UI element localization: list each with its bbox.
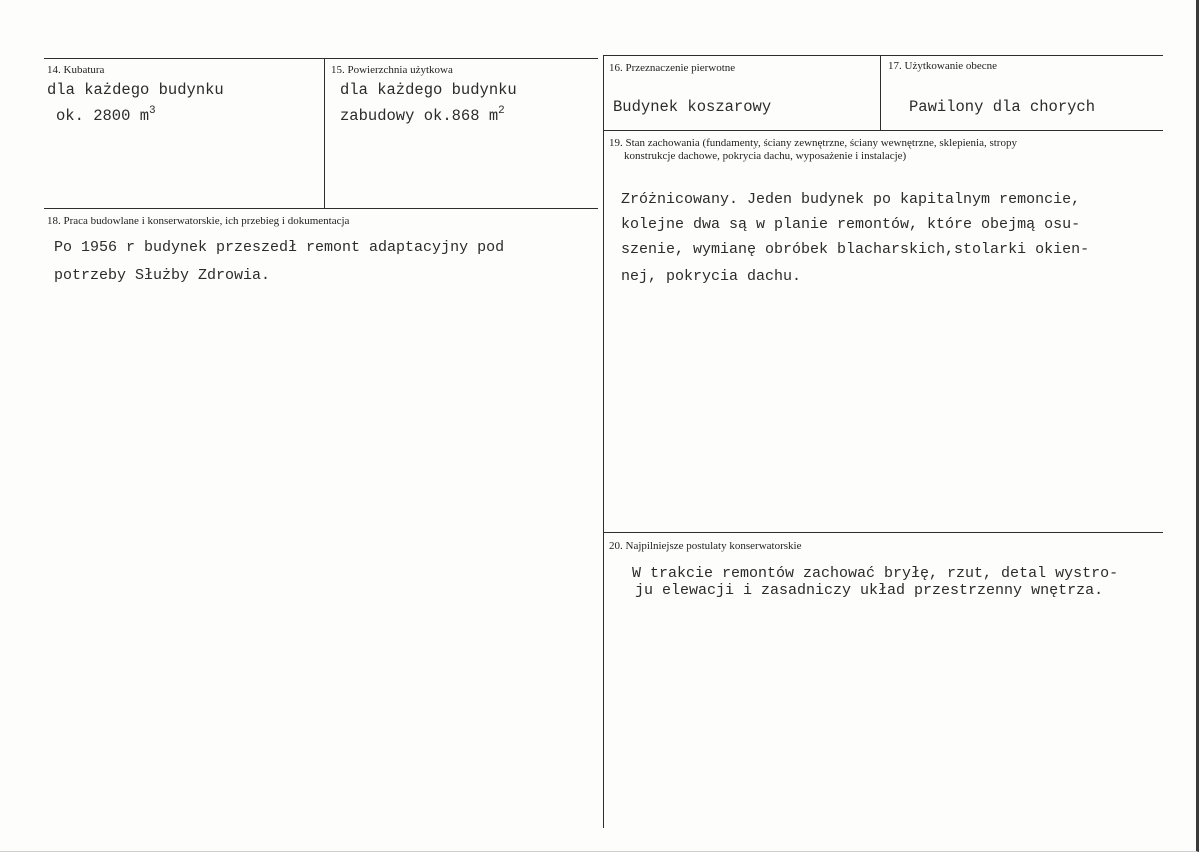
field-14-volume: ok. 2800 m — [56, 107, 150, 125]
top-rule-right — [603, 55, 1163, 56]
rule-above-20 — [603, 532, 1163, 533]
field-15-label: 15. Powierzchnia użytkowa — [331, 64, 453, 76]
field-20-label: 20. Najpilniejsze postulaty konserwatorskie — [609, 540, 802, 552]
rule-under-16-17 — [603, 130, 1163, 131]
field-19-value-line4: nej, pokrycia dachu. — [621, 268, 802, 285]
field-15-value-line1: dla każdego budynku — [340, 81, 517, 99]
field-14-value-line1: dla każdego budynku — [47, 81, 224, 99]
field-19-label-line1: 19. Stan zachowania (fundamenty, ściany zewnętrzne, ściany wewnętrzne, sklepienia, stropy — [609, 137, 1017, 149]
field-14-unit-exponent: 3 — [149, 105, 156, 117]
field-16-value: Budynek koszarowy — [613, 98, 772, 116]
field-18-value-line2: potrzeby Służby Zdrowia. — [54, 267, 271, 284]
field-16-label: 16. Przeznaczenie pierwotne — [609, 62, 736, 74]
field-19-value-line1: Zróżnicowany. Jeden budynek po kapitalnym remoncie, — [621, 191, 1081, 208]
field-19-value-line2: kolejne dwa są w planie remontów, które obejmą osu- — [621, 216, 1081, 233]
field-14-value-line2 — [56, 106, 156, 127]
field-19-value-line3: szenie, wymianę obróbek blacharskich,stolarki okien- — [621, 241, 1090, 258]
center-divider — [603, 55, 604, 828]
field-17-value: Pawilony dla chorych — [909, 98, 1096, 116]
field-18-label: 18. Praca budowlane i konserwatorskie, ich przebieg i dokumentacja — [47, 215, 350, 227]
field-14-label: 14. Kubatura — [47, 64, 105, 76]
field-20-value-line2: ju elewacji i zasadniczy układ przestrzenny wnętrza. — [635, 582, 1104, 599]
field-18-value-line1: Po 1956 r budynek przeszedł remont adaptacyjny pod — [54, 239, 505, 256]
divider-14-15 — [324, 58, 325, 208]
field-15-unit-exponent: 2 — [498, 105, 505, 117]
field-20-value-line1: W trakcie remontów zachować bryłę, rzut, detal wystro- — [632, 565, 1119, 582]
rule-under-14-15 — [44, 208, 598, 209]
top-rule-left — [44, 58, 598, 59]
divider-16-17 — [880, 55, 881, 130]
field-19-label-line2: konstrukcje dachowe, pokrycia dachu, wyposażenie i instalacje) — [624, 150, 907, 162]
field-17-label: 17. Użytkowanie obecne — [888, 60, 998, 72]
field-15-value-line2 — [340, 106, 505, 127]
field-15-area: zabudowy ok.868 m — [340, 107, 499, 125]
